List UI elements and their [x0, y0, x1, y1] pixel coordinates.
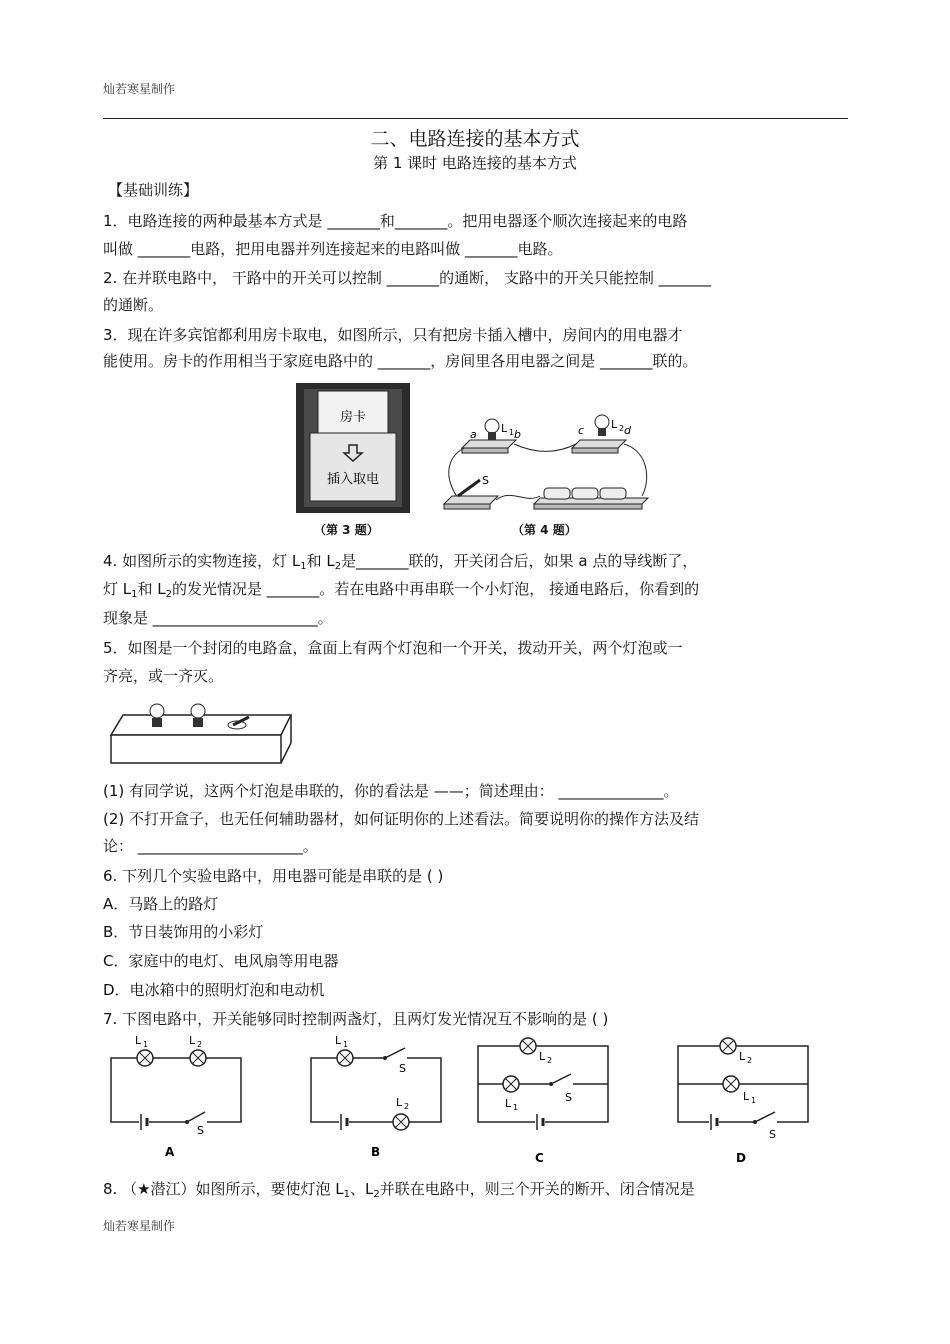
svg-text:L: L	[505, 1097, 512, 1110]
page-title: 二、电路连接的基本方式	[370, 128, 580, 150]
svg-text:1: 1	[513, 1103, 519, 1112]
q6-option-d: D．电冰箱中的照明灯泡和电动机	[103, 981, 325, 999]
battery-icon	[139, 1114, 149, 1130]
svg-text:b: b	[514, 428, 521, 441]
q6-option-a: A．马路上的路灯	[103, 895, 219, 913]
svg-text:1: 1	[143, 1040, 149, 1049]
q7-c	[503, 1038, 573, 1165]
q4-line-1: 4. 如图所示的实物连接，灯 $L_1$和 $L_2$是_______联的，开关闭合后，如果 a 点的导线断了，	[103, 552, 698, 572]
slot-label: 插入取电	[326, 472, 380, 487]
figure-3-room-card	[296, 383, 410, 513]
switch-icon	[444, 496, 498, 504]
battery-icon	[535, 1114, 545, 1130]
bulb-icon	[150, 704, 164, 718]
svg-text:S: S	[197, 1124, 204, 1137]
svg-text:S: S	[399, 1062, 406, 1075]
q1-line-2: 叫做 _______电路，把用电器并列连接起来的电路叫做 _______电路。	[103, 240, 563, 258]
q7-b	[335, 1034, 409, 1159]
svg-text:L: L	[611, 418, 618, 431]
q2-line-1: 2. 在并联电路中， 干路中的开关可以控制 _______的通断， 支路中的开关只能控制 _______	[103, 269, 712, 287]
q7-stem: 7. 下图电路中，开关能够同时控制两盏灯，且两灯发光情况互不影响的是 ( )	[103, 1010, 609, 1028]
q6-stem: 6. 下列几个实验电路中，用电器可能是串联的是 ( )	[103, 867, 444, 885]
svg-text:B: B	[371, 1145, 381, 1159]
header-rule	[103, 118, 848, 119]
svg-text:c: c	[578, 424, 585, 437]
svg-text:2: 2	[404, 1102, 410, 1111]
svg-text:S: S	[565, 1091, 572, 1104]
svg-text:L: L	[135, 1034, 142, 1047]
svg-text:2: 2	[747, 1056, 753, 1065]
q4-line-3: 现象是 ______________________。	[103, 609, 333, 627]
q3-line-1: 3．现在许多宾馆都利用房卡取电，如图所示，只有把房卡插入槽中，房间内的用电器才	[103, 326, 683, 344]
q2-line-2: 的通断。	[103, 296, 164, 314]
svg-text:L: L	[396, 1096, 403, 1109]
lamp-icon	[190, 1050, 206, 1066]
switch-icon	[383, 1048, 407, 1062]
q3-line-2: 能使用。房卡的作用相当于家庭电路中的 _______，房间里各用电器之间是 _______联的。	[103, 352, 698, 370]
q7-circuit-diagrams	[103, 1030, 823, 1166]
svg-text:1: 1	[509, 428, 515, 437]
lamp-icon	[337, 1050, 353, 1066]
q1-line-1: 1．电路连接的两种最基本方式是 _______和_______。把用电器逐个顺次连接起来的电路	[103, 212, 688, 230]
svg-text:d: d	[624, 424, 631, 437]
svg-text:1: 1	[751, 1096, 757, 1105]
battery-icon	[709, 1114, 719, 1130]
svg-text:L: L	[743, 1090, 750, 1103]
svg-text:1: 1	[343, 1040, 349, 1049]
lamp-icon	[503, 1076, 519, 1092]
svg-text:L: L	[501, 422, 508, 435]
battery-icon	[544, 488, 570, 499]
svg-text:D: D	[736, 1151, 746, 1165]
lamp-icon	[720, 1038, 736, 1054]
q5-line-2: 齐亮，或一齐灭。	[103, 667, 224, 685]
svg-text:2: 2	[197, 1040, 203, 1049]
lamp-icon	[393, 1114, 409, 1130]
lamp-icon	[520, 1038, 536, 1054]
switch-icon	[549, 1074, 573, 1088]
bulb-icon	[191, 704, 205, 718]
battery-icon	[339, 1114, 349, 1130]
q6-option-c: C．家庭中的电灯、电风扇等用电器	[103, 952, 339, 970]
lamp-icon	[723, 1076, 739, 1092]
room-card-label: 房卡	[339, 410, 367, 425]
header-maker: 灿若寒星制作	[103, 82, 176, 96]
q8-line-1: 8. （★潜江）如图所示，要使灯泡 $L_1$、$L_2$并联在电路中，则三个开关的断开、闭合情况是	[103, 1180, 695, 1200]
q5-part-1: (1) 有同学说，这两个灯泡是串联的，你的看法是 ——；简述理由： ______________。	[103, 782, 679, 800]
q7-d	[709, 1038, 777, 1165]
svg-text:S: S	[482, 474, 489, 487]
q6-option-b: B．节日装饰用的小彩灯	[103, 923, 264, 941]
svg-text:L: L	[739, 1050, 746, 1063]
svg-text:L: L	[539, 1050, 546, 1063]
svg-text:a: a	[470, 428, 477, 441]
bulb-l2-icon	[595, 415, 609, 429]
switch-icon	[753, 1112, 777, 1126]
section-label: 【基础训练】	[108, 181, 199, 199]
svg-text:C: C	[535, 1151, 544, 1165]
bulb-l1-icon	[485, 419, 499, 433]
q7-a	[135, 1034, 207, 1159]
q5-part-2-line-1: (2) 不打开盒子，也无任何辅助器材，如何证明你的上述看法。简要说明你的操作方法及结	[103, 810, 700, 828]
battery-icon	[600, 488, 626, 499]
svg-text:S: S	[769, 1128, 776, 1141]
figure-3-caption: （第 3 题）	[314, 523, 379, 537]
svg-text:2: 2	[547, 1056, 553, 1065]
figure-5-circuit-box	[103, 695, 293, 771]
svg-text:A: A	[165, 1145, 175, 1159]
figure-4-circuit	[436, 408, 654, 514]
q5-line-1: 5．如图是一个封闭的电路盒，盒面上有两个灯泡和一个开关，拨动开关，两个灯泡或一	[103, 639, 683, 657]
q4-line-2: 灯 $L_1$和 $L_2$的发光情况是 _______。若在电路中再串联一个小灯泡， 接通电路后，你看到的	[103, 580, 700, 600]
svg-text:L: L	[335, 1034, 342, 1047]
svg-text:L: L	[189, 1034, 196, 1047]
footer-maker: 灿若寒星制作	[103, 1219, 176, 1233]
page-subtitle: 第 1 课时 电路连接的基本方式	[373, 154, 577, 172]
svg-text:2: 2	[619, 424, 625, 433]
q5-part-2-line-2: 论： ______________________。	[103, 837, 318, 855]
figure-4-caption: （第 4 题）	[512, 523, 577, 537]
battery-icon	[572, 488, 598, 499]
lamp-icon	[137, 1050, 153, 1066]
